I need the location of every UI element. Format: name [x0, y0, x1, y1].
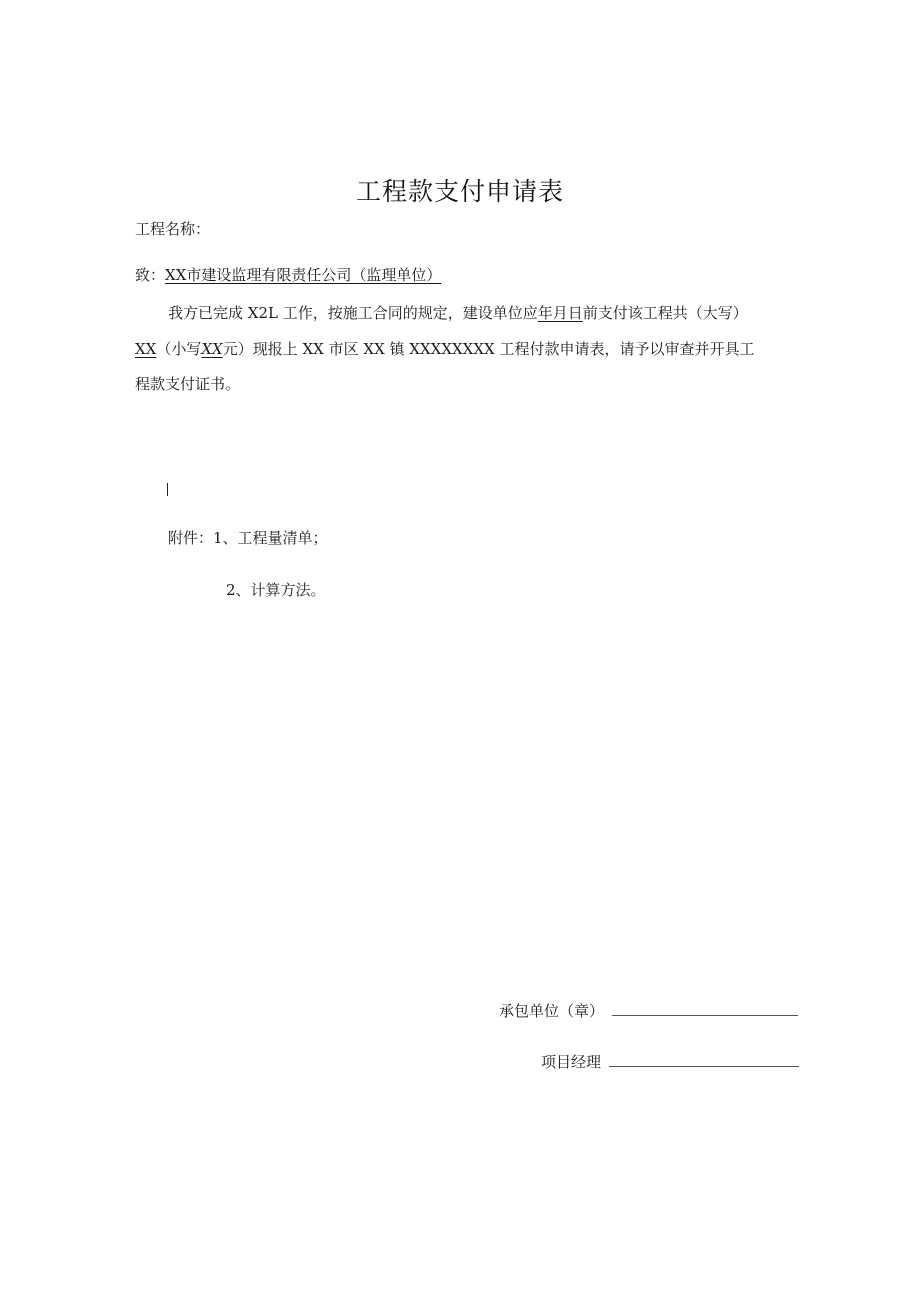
- body-line2-text-a: （小写: [156, 340, 202, 358]
- payment-date: 年月日: [537, 304, 583, 322]
- body-line-1: [168, 303, 748, 323]
- contractor-label: 承包单位（章）: [499, 1002, 605, 1020]
- body-line1-text-a: 我方已完成 X2L 工作，按施工合同的规定，建设单位应: [168, 304, 538, 322]
- body-line-3: 程款支付证书。: [135, 375, 241, 393]
- manager-label: 项目经理: [541, 1053, 602, 1071]
- text-cursor-mark: [167, 483, 168, 496]
- body-line-2: [135, 339, 755, 359]
- contractor-signature-field[interactable]: [612, 1001, 798, 1016]
- manager-signature-row: [541, 1052, 799, 1072]
- recipient-line: [135, 265, 441, 285]
- project-name-label: 工程名称：: [135, 220, 211, 238]
- body-line2-text-b: 元）现报上 XX 市区 XX 镇 XXXXXXXX 工程付款申请表，请予以审查并开具工: [222, 340, 755, 358]
- attachment-item-1: 附件：1、工程量清单；: [168, 529, 328, 547]
- manager-signature-field[interactable]: [609, 1052, 799, 1067]
- attachment-item-2: 2、计算方法。: [226, 581, 326, 599]
- recipient-name: XX市建设监理有限责任公司（监理单位）: [165, 266, 442, 284]
- body-line1-text-b: 前支付该工程共（大写）: [582, 304, 748, 322]
- to-prefix: 致：: [135, 266, 166, 284]
- amount-lowercase: XX: [201, 340, 223, 358]
- document-title: 工程款支付申请表: [355, 177, 564, 206]
- amount-uppercase: XX: [135, 340, 157, 358]
- contractor-signature-row: [499, 1001, 798, 1021]
